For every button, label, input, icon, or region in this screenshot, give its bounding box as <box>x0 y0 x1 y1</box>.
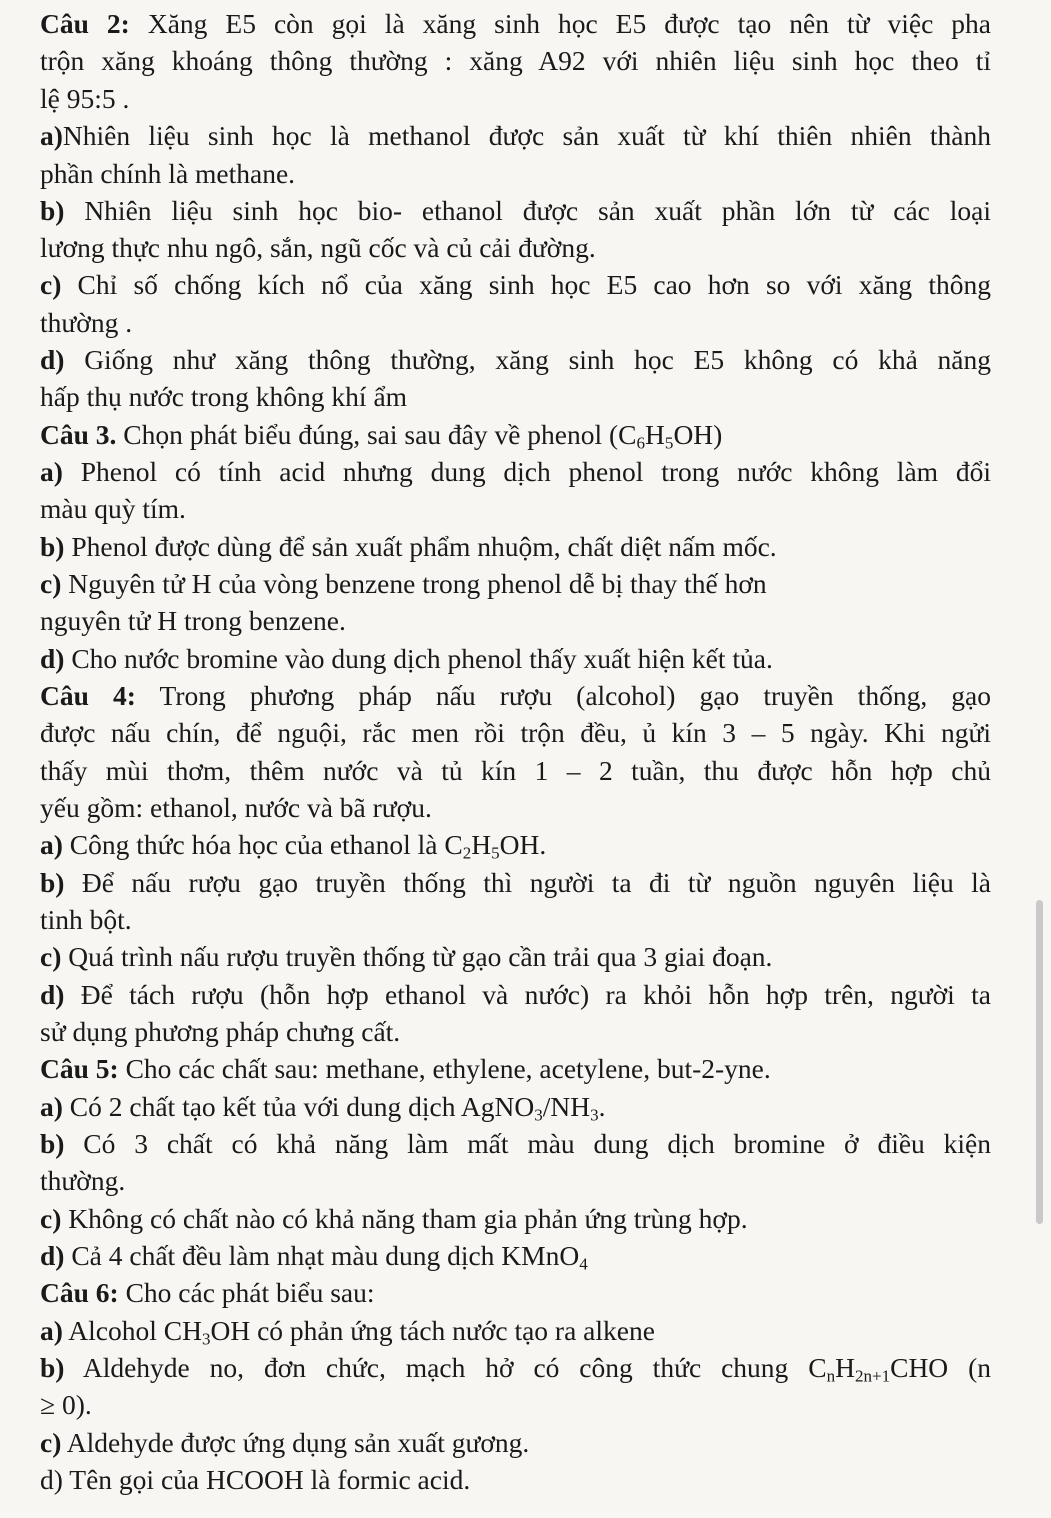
q4-formula-sub-2: 5 <box>491 843 500 863</box>
q4-stem-line-1 <box>40 678 991 714</box>
q6-stem-text: Cho các phát biểu sau: <box>118 1277 375 1308</box>
q5-option-c-text-1: Không có chất nào có khả năng tham gia phản ứng trùng hợp. <box>61 1203 748 1234</box>
q4-stem-line-2 <box>40 715 991 751</box>
q2-option-c-line-2 <box>40 305 991 341</box>
q2-option-d-label: d) <box>40 344 65 375</box>
q5-formula-sub-2: 3 <box>590 1105 599 1125</box>
scrollbar[interactable] <box>1036 900 1043 1224</box>
q6-option-b-line-1 <box>40 1350 991 1386</box>
q6-option-a-line-1 <box>40 1313 991 1349</box>
q5-option-b-line-1 <box>40 1126 991 1162</box>
q4-option-b-line-2 <box>40 902 991 938</box>
q3-option-b-label: b) <box>40 531 65 562</box>
q2-stem-text-2: trộn xăng khoáng thông thường : xăng A92 với nhiên liệu sinh học theo tỉ <box>40 45 991 76</box>
q5-option-b-text-2: thường. <box>40 1165 126 1196</box>
q5-option-b-text-1: Có 3 chất có khả năng làm mất màu dung dịch bromine ở điều kiện <box>64 1128 991 1159</box>
q2-option-b-line-1 <box>40 193 991 229</box>
q6-option-b-line-2 <box>40 1387 991 1423</box>
q6-option-c-line-1 <box>40 1425 991 1461</box>
q4-option-c-line-1 <box>40 939 991 975</box>
q6-option-b-text-2: ≥ 0). <box>40 1389 92 1420</box>
q4-option-a-text: Công thức hóa học của ethanol là C <box>62 829 463 860</box>
q4-formula-sub-1: 2 <box>462 843 472 863</box>
q2-option-a-text-2: phần chính là methane. <box>40 158 296 189</box>
q4-option-a-line-1 <box>40 827 991 863</box>
q2-option-a-line-1 <box>40 118 991 154</box>
q3-option-a-line-1 <box>40 454 991 490</box>
q4-formula-mid: H <box>471 829 492 860</box>
q4-stem-line-3 <box>40 753 991 789</box>
q6-option-b-label: b) <box>40 1352 65 1383</box>
q3-label: Câu 3. <box>40 419 117 450</box>
q2-option-b-text-1: Nhiên liệu sinh học bio- ethanol được sản xuất phần lớn từ các loại <box>64 195 991 226</box>
q2-option-b-text-2: lương thực nhu ngô, sắn, ngũ cốc và củ cải đường. <box>40 232 596 263</box>
q3-formula-mid: H <box>645 419 665 450</box>
q3-option-a-text-2: màu quỳ tím. <box>40 493 186 524</box>
q3-option-d-line-1 <box>40 641 991 677</box>
q2-option-b-label: b) <box>40 195 65 226</box>
q5-stem-text: Cho các chất sau: methane, ethylene, acetylene, but-2-yne. <box>118 1053 771 1084</box>
q3-formula-sub-1: 6 <box>636 433 646 453</box>
q3-option-c-text-2: nguyên tử H trong benzene. <box>40 605 346 636</box>
q5-option-b-line-2 <box>40 1163 991 1199</box>
q6-formula-sub-1: n <box>826 1366 836 1386</box>
q4-option-d-line-2 <box>40 1014 991 1050</box>
q5-stem-line <box>40 1051 991 1087</box>
q4-stem-text-3: thấy mùi thơm, thêm nước và tủ kín 1 – 2 tuần, thu được hỗn hợp chủ <box>40 755 991 786</box>
q3-option-d-text-1: Cho nước bromine vào dung dịch phenol thấy xuất hiện kết tủa. <box>64 643 773 674</box>
q2-option-d-text-2: hấp thụ nước trong không khí ẩm <box>40 381 408 412</box>
q6-option-c-text-1: Aldehyde được ứng dụng sản xuất gương. <box>61 1427 530 1458</box>
q4-stem-text-2: được nấu chín, để nguội, rắc men rồi trộn đều, ủ kín 3 – 5 ngày. Khi ngửi <box>40 717 991 748</box>
q2-option-a-label: a) <box>40 120 63 151</box>
q3-option-a-label: a) <box>40 456 63 487</box>
q6-option-a-end: OH có phản ứng tách nước tạo ra alkene <box>210 1315 655 1346</box>
q2-option-c-line-1 <box>40 267 991 303</box>
q5-formula-sub: 4 <box>579 1254 588 1274</box>
q5-option-d-label: d) <box>40 1240 65 1271</box>
q4-formula-end: OH. <box>499 829 547 860</box>
q2-option-b-line-2 <box>40 230 991 266</box>
q4-stem-text-1: Trong phương pháp nấu rượu (alcohol) gạo truyền thống, gạo <box>135 680 991 711</box>
q4-option-b-label: b) <box>40 867 65 898</box>
q6-option-a-label: a) <box>40 1315 63 1346</box>
q2-stem-line-1 <box>40 6 991 42</box>
q3-option-a-line-2 <box>40 491 991 527</box>
q2-label: Câu 2: <box>40 8 130 39</box>
q6-option-b-text: Aldehyde no, đơn chức, mạch hở có công thức chung C <box>64 1352 827 1383</box>
q4-stem-text-4: yếu gồm: ethanol, nước và bã rượu. <box>40 792 432 823</box>
q6-option-c-label: c) <box>40 1427 62 1458</box>
q4-stem-line-4 <box>40 790 991 826</box>
q5-option-a-label: a) <box>40 1091 63 1122</box>
q4-option-c-label: c) <box>40 941 62 972</box>
q3-option-b-line-1 <box>40 529 991 565</box>
q5-option-a-text: Có 2 chất tạo kết tủa với dung dịch AgNO <box>62 1091 535 1122</box>
q4-option-b-text-2: tinh bột. <box>40 904 132 935</box>
q3-formula-sub-2: 5 <box>664 433 674 453</box>
q3-formula-end: OH) <box>673 419 723 450</box>
q4-option-d-label: d) <box>40 979 65 1010</box>
q5-label: Câu 5: <box>40 1053 119 1084</box>
q3-stem-text: Chọn phát biểu đúng, sai sau đây về phenol (C <box>116 419 637 450</box>
q2-stem-text-1: Xăng E5 còn gọi là xăng sinh học E5 được tạo nên từ việc pha <box>129 8 992 39</box>
q2-option-d-line-2 <box>40 379 991 415</box>
q3-option-b-text-1: Phenol được dùng để sản xuất phẩm nhuộm, chất diệt nấm mốc. <box>64 531 777 562</box>
q2-stem-text-3: lệ 95:5 . <box>40 83 130 114</box>
q3-option-c-line-1 <box>40 566 991 602</box>
q4-option-d-line-1 <box>40 977 991 1013</box>
q6-formula-end: CHO (n <box>890 1352 991 1383</box>
q5-option-b-label: b) <box>40 1128 65 1159</box>
q4-option-b-line-1 <box>40 865 991 901</box>
q2-option-a-line-2 <box>40 156 991 192</box>
q6-option-d-label: d) <box>40 1464 63 1495</box>
q6-formula-sub: 3 <box>201 1329 211 1349</box>
q4-option-a-label: a) <box>40 829 63 860</box>
q3-option-c-label: c) <box>40 568 62 599</box>
q6-option-d-line-1 <box>40 1462 991 1498</box>
q5-formula-sub-1: 3 <box>534 1105 543 1125</box>
q5-formula-end: . <box>598 1091 606 1122</box>
q4-option-b-text-1: Để nấu rượu gạo truyền thống thì người ta đi từ nguồn nguyên liệu là <box>64 867 991 898</box>
q5-option-d-text: Cả 4 chất đều làm nhạt màu dung dịch KMnO <box>64 1240 580 1271</box>
q4-option-d-text-1: Để tách rượu (hỗn hợp ethanol và nước) ra khỏi hỗn hợp trên, người ta <box>64 979 991 1010</box>
q6-formula-mid: H <box>835 1352 855 1383</box>
q3-option-c-text-1: Nguyên tử H của vòng benzene trong phenol dễ bị thay thế hơn <box>61 568 767 599</box>
q4-label: Câu 4: <box>40 680 136 711</box>
q3-stem-line <box>40 417 991 453</box>
q2-option-d-line-1 <box>40 342 991 378</box>
q6-formula-sub-2: 2n+1 <box>854 1366 891 1386</box>
q4-option-c-text-1: Quá trình nấu rượu truyền thống từ gạo cần trải qua 3 giai đoạn. <box>61 941 773 972</box>
q5-option-c-label: c) <box>40 1203 62 1234</box>
q6-stem-line <box>40 1275 991 1311</box>
q2-stem-line-3 <box>40 81 991 117</box>
q5-option-c-line-1 <box>40 1201 991 1237</box>
q6-option-a-text: Alcohol CH <box>62 1315 202 1346</box>
q2-stem-line-2 <box>40 43 991 79</box>
q5-option-a-line-1 <box>40 1089 991 1125</box>
q2-option-c-text-2: thường . <box>40 307 133 338</box>
q4-option-d-text-2: sử dụng phương pháp chưng cất. <box>40 1016 401 1047</box>
q3-option-a-text-1: Phenol có tính acid nhưng dung dịch phenol trong nước không làm đổi <box>62 456 991 487</box>
q5-formula-mid: /NH <box>542 1091 591 1122</box>
q2-option-c-text-1: Chỉ số chống kích nổ của xăng sinh học E5 cao hơn so với xăng thông <box>61 269 991 300</box>
q5-option-d-line-1 <box>40 1238 991 1274</box>
q2-option-a-text-1: Nhiên liệu sinh học là methanol được sản xuất từ khí thiên nhiên thành <box>62 120 991 151</box>
q6-label: Câu 6: <box>40 1277 119 1308</box>
q2-option-d-text-1: Giống như xăng thông thường, xăng sinh học E5 không có khả năng <box>64 344 991 375</box>
q3-option-c-line-2 <box>40 603 991 639</box>
q6-option-d-text-1: Tên gọi của HCOOH là formic acid. <box>62 1464 471 1495</box>
q3-option-d-label: d) <box>40 643 65 674</box>
q2-option-c-label: c) <box>40 269 62 300</box>
